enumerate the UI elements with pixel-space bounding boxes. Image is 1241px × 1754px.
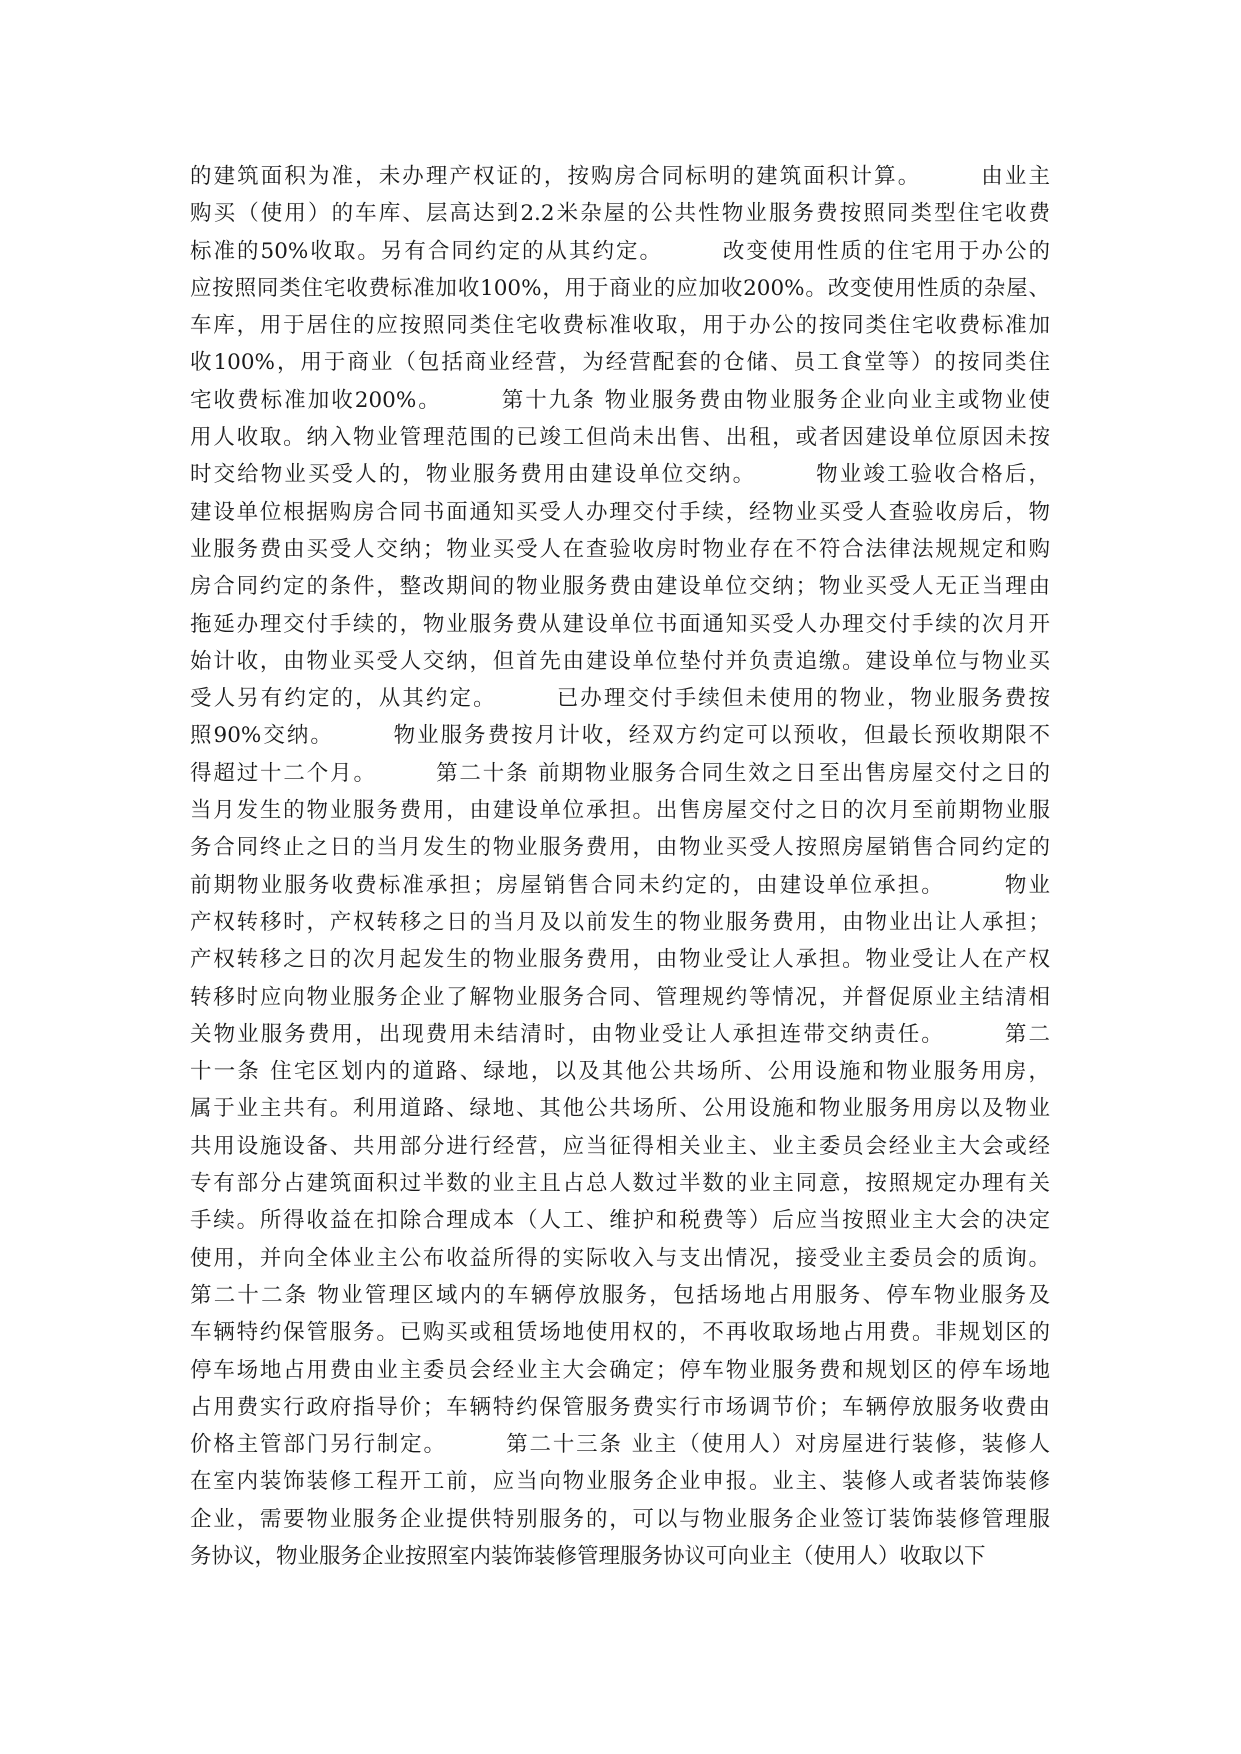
text-line: 业服务费由买受人交纳；物业买受人在查验收房时物业存在不符合法律法规规定和购 [190, 536, 1050, 562]
text-line: 的建筑面积为准，未办理产权证的，按购房合同标明的建筑面积计算。 由业主 [190, 164, 1050, 189]
text-line: 照90%交纳。 物业服务费按月计收，经双方约定可以预收，但最长预收期限不 [190, 723, 1050, 749]
text-line: 宅收费标准加收200%。 第十九条 物业服务费由物业服务企业向业主或物业使 [190, 387, 1050, 413]
text-line: 务合同终止之日的当月发生的物业服务费用，由物业买受人按照房屋销售合同约定的 [190, 835, 1050, 861]
text-line: 拖延办理交付手续的，物业服务费从建设单位书面通知买受人办理交付手续的次月开 [190, 611, 1050, 637]
text-line: 产权转移之日的次月起发生的物业服务费用，由物业受让人承担。物业受让人在产权 [190, 947, 1050, 973]
text-line: 时交给物业买受人的，物业服务费用由建设单位交纳。 物业竣工验收合格后， [190, 462, 1050, 488]
text-line: 受人另有约定的，从其约定。 已办理交付手续但未使用的物业，物业服务费按 [190, 686, 1050, 712]
text-line: 房合同约定的条件，整改期间的物业服务费由建设单位交纳；物业买受人无正当理由 [190, 574, 1050, 600]
text-line: 属于业主共有。利用道路、绿地、其他公共场所、公用设施和物业服务用房以及物业 [190, 1096, 1050, 1122]
text-line: 在室内装饰装修工程开工前，应当向物业服务企业申报。业主、装修人或者装饰装修 [190, 1469, 1050, 1495]
text-line: 专有部分占建筑面积过半数的业主且占总人数过半数的业主同意，按照规定办理有关 [190, 1171, 1050, 1197]
text-line: 购买（使用）的车库、层高达到2.2米杂屋的公共性物业服务费按照同类型住宅收费 [190, 201, 1050, 227]
text-line: 务协议，物业服务企业按照室内装饰装修管理服务协议可向业主（使用人）收取以下 [190, 1543, 986, 1569]
text-line: 价格主管部门另行制定。 第二十三条 业主（使用人）对房屋进行装修，装修人 [190, 1432, 1050, 1458]
text-line: 使用，并向全体业主公布收益所得的实际收入与支出情况，接受业主委员会的质询。 [190, 1245, 1050, 1271]
text-line: 关物业服务费用，出现费用未结清时，由物业受让人承担连带交纳责任。 第二 [190, 1021, 1050, 1047]
text-line: 始计收，由物业买受人交纳，但首先由建设单位垫付并负责追缴。建设单位与物业买 [190, 648, 1050, 674]
text-line: 共用设施设备、共用部分进行经营，应当征得相关业主、业主委员会经业主大会或经 [190, 1133, 1050, 1159]
text-line: 得超过十二个月。 第二十条 前期物业服务合同生效之日至出售房屋交付之日的 [190, 760, 1050, 786]
text-line: 标准的50%收取。另有合同约定的从其约定。 改变使用性质的住宅用于办公的 [190, 238, 1050, 264]
text-line: 车库，用于居住的应按照同类住宅收费标准收取，用于办公的按同类住宅收费标准加 [190, 313, 1050, 339]
text-line: 当月发生的物业服务费用，由建设单位承担。出售房屋交付之日的次月至前期物业服 [190, 798, 1050, 824]
text-line: 建设单位根据购房合同书面通知买受人办理交付手续，经物业买受人查验收房后，物 [190, 499, 1050, 525]
text-line: 应按照同类住宅收费标准加收100%，用于商业的应加收200%。改变使用性质的杂屋、 [190, 275, 1050, 301]
text-line: 企业，需要物业服务企业提供特别服务的，可以与物业服务企业签订装饰装修管理服 [190, 1506, 1050, 1532]
text-line: 前期物业服务收费标准承担；房屋销售合同未约定的，由建设单位承担。 物业 [190, 872, 1050, 898]
text-line: 车辆特约保管服务。已购买或租赁场地使用权的，不再收取场地占用费。非规划区的 [190, 1320, 1050, 1346]
text-line: 第二十二条 物业管理区域内的车辆停放服务，包括场地占用服务、停车物业服务及 [190, 1282, 1050, 1308]
text-line: 转移时应向物业服务企业了解物业服务合同、管理规约等情况，并督促原业主结清相 [190, 984, 1050, 1010]
text-line: 占用费实行政府指导价；车辆特约保管服务费实行市场调节价；车辆停放服务收费由 [190, 1394, 1050, 1420]
text-line: 用人收取。纳入物业管理范围的已竣工但尚未出售、出租，或者因建设单位原因未按 [190, 425, 1050, 451]
text-line: 产权转移时，产权转移之日的当月及以前发生的物业服务费用，由物业出让人承担； [190, 909, 1050, 935]
body-text [190, 158, 1050, 1575]
text-line: 手续。所得收益在扣除合理成本（人工、维护和税费等）后应当按照业主大会的决定 [190, 1208, 1050, 1234]
text-line: 停车场地占用费由业主委员会经业主大会确定；停车物业服务费和规划区的停车场地 [190, 1357, 1050, 1383]
text-line: 收100%，用于商业（包括商业经营，为经营配套的仓储、员工食堂等）的按同类住 [190, 350, 1050, 376]
text-line: 十一条 住宅区划内的道路、绿地，以及其他公共场所、公用设施和物业服务用房， [190, 1059, 1050, 1085]
